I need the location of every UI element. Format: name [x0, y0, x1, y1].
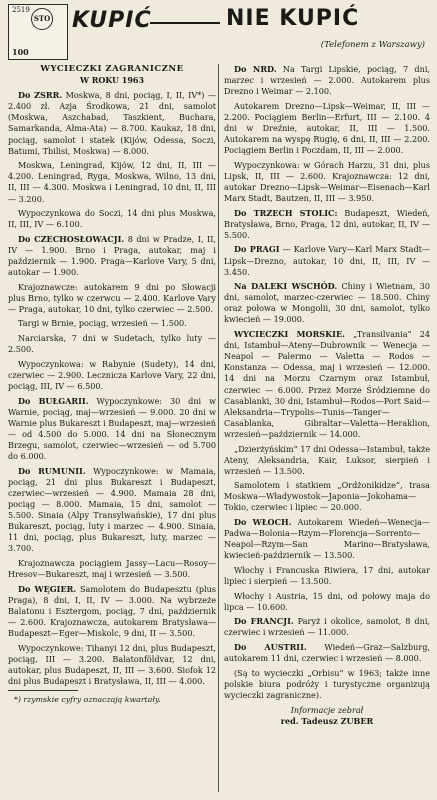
article-subtitle: W ROKU 1963: [79, 75, 145, 86]
paragraph-lead: Do WŁOCH.: [234, 517, 292, 528]
paragraph-lead: Do TRZECH STOLIC:: [234, 207, 338, 218]
paragraph: [224, 668, 430, 701]
column-divider: [218, 64, 219, 792]
paragraph-text: Na Targi Lipskie, pociąg, 7 dni, marzec i wrzesień — 2.000. Autokarem plus Drezno i Weimar — 2.100.: [224, 64, 430, 97]
paragraph-text: Budapeszt, Wiedeń, Bratysława, Brno, Praga, 12 dni, autokar, II, IV — 5.500.: [224, 207, 431, 240]
paragraph-lead: Do RUMUNII.: [18, 465, 86, 476]
paragraph: [224, 517, 430, 561]
column-subtitle: (Telefonem z Warszawy): [320, 40, 425, 50]
badge-stop-sign: STO: [31, 8, 53, 30]
paragraph: [224, 616, 430, 638]
paragraph-text: „Transilvania” 24 dni, Istambuł—Ateny—Dubrownik — Wenecja — Neapol — Palermo — Valetta — Rodos — Konstanza — Odessa, maj i wrzesień — 12.000. 14 dni na Morzu Czarnym oraz Istambuł, czerwiec — 6.000. Przez Morze Śródziemne do Casablanki, 30 dni, Istambuł—Rodos—Port Said—Aleksandria—Trypolis—Tunis—Tanger—Casablanka, Gibraltar—Valetta—Heraklion, wrzesień—październik — 14.000.: [224, 329, 430, 439]
footnote-rule: [8, 690, 78, 691]
paragraph: [224, 64, 430, 97]
paragraph: [224, 244, 430, 277]
stamp-logo: [8, 4, 68, 60]
paragraph-text: Wypoczynkowa do Soczi, 14 dni plus Moskwa, II, III, IV — 6.100.: [8, 208, 216, 230]
paragraph: [8, 333, 216, 355]
paragraph: [224, 329, 430, 440]
paragraph-text: Moskwa, 8 dni, pociąg, I, II, IV*) — 2.400 zł. Azja Środkowa, 21 dni, samolot (Moskwa, Aszchabad, Taszkient, Buchara, Samarkanda, Ałma-Ata) — 8.700. Kaukaz, 18 dni, pociąg, samolot i statek (Kijów, Odessa, Soczi, Batumi, Tbilisi, Moskwa) — 8.000.: [8, 90, 216, 156]
paragraph-lead: WYCIECZKI MORSKIE.: [234, 329, 345, 340]
paragraph-text: „Dzierżyńskim” 17 dni Odessa—Istambuł, także Ateny, Aleksandria, Kair, Luksor, sierpień i wrzesień — 13.500.: [224, 443, 430, 476]
paragraph: [224, 281, 430, 325]
paragraph-text: Wiedeń—Graz—Salzburg, autokarem 11 dni, czerwiec i wrzesień — 8.000.: [224, 642, 430, 664]
paragraph: [8, 359, 216, 392]
paragraph: [224, 160, 430, 204]
paragraph-lead: Do AUSTRII.: [234, 642, 307, 652]
paragraph-text: Krajoznawcza pociągiem Jassy—Lacu—Rosoy—Hresov—Bukareszt, maj i wrzesień — 3.500.: [8, 557, 216, 579]
paragraph-text: Chiny i Wietnam, 30 dni, samolot, marzec-czerwiec — 18.500. Chiny oraz połowa w Mongolii, 30 dni, samolot, tylko kwiecień — 19.000.: [224, 281, 430, 325]
paragraph-text: Autokarem Wiedeń—Wenecja—Padwa—Bolonia—Rzym—Florencja—Sorrento—Neapol—Rzym—San Marino—Bratysława, kwiecień-październik — 13.500.: [224, 517, 431, 561]
left-column: [8, 64, 216, 705]
credit-author: red. Tadeusz ZUBER: [280, 716, 374, 727]
badge-value: 100: [12, 47, 29, 57]
paragraph: [8, 396, 216, 463]
article-title: WYCIECZKI ZAGRANICZNE: [40, 64, 184, 74]
paragraph-text: Targi w Brnie, pociąg, wrzesień — 1.500.: [18, 318, 187, 329]
paragraph: [8, 90, 216, 157]
paragraph: [8, 558, 216, 580]
paragraph-lead: Do NRD.: [234, 64, 277, 74]
paragraph: [224, 591, 430, 613]
paragraph-lead: Na DALEKI WSCHÓD.: [234, 281, 338, 292]
paragraph-lead: Do FRANCJI.: [234, 616, 294, 627]
paragraph: [8, 160, 216, 204]
paragraph: [224, 480, 430, 513]
title-dash: [150, 22, 220, 24]
paragraph: [8, 208, 216, 230]
paragraph: [8, 584, 216, 639]
badge-number: 2519: [12, 6, 30, 14]
footnote: *) rzymskie cyfry oznaczają kwartały.: [14, 695, 161, 705]
paragraph-text: Autokarem Drezno—Lipsk—Weimar, II, III — 2.200. Pociągiem Berlin—Erfurt, III — 2.100. 4 dni w Dreźnie, autokar, II, III — 1.500. Autokarem na wyspę Rugię, 6 dni, II, III — 2.200. Pociągiem Berlin i Poczdam, II, III — 2.000.: [224, 100, 430, 156]
right-column: [224, 64, 430, 727]
paragraph-text: Włochy i Francuska Riwiera, 17 dni, autokar lipiec i sierpień — 13.500.: [224, 564, 430, 587]
paragraph-text: — Karlove Vary—Karl Marx Stadt—Lipsk—Drezno, autokar, 10 dni, II, III, IV — 3.450.: [224, 244, 431, 277]
paragraph: [224, 565, 430, 587]
paragraph-lead: Do ZSRR.: [18, 90, 63, 101]
paragraph: [224, 101, 430, 156]
paragraph-lead: Do PRAGI: [234, 244, 280, 255]
column-title-kupic: KUPIĆ: [72, 8, 152, 33]
paragraph-text: Wypoczynkowe: w Mamaia, pociąg, 21 dni plus Bukareszt i Budapeszt, czerwiec—wrzesień — 4.900. Mamaia 28 dni, pociąg — 8.000. Mamaia, 15 dni, samolot — 5.500. Sinaia (Alpy Transylwańskie), 17 dni plus Bukareszt, pociąg, luty i marzec — 4.900. Sinaia, 11 dni, pociąg, plus Bukareszt, luty, marzec — 3.700.: [8, 465, 216, 554]
credit-line: Informacje zebrał: [290, 704, 364, 715]
paragraph-text: Wypoczynkowa: w Rabynie (Sudety), 14 dni, czerwiec — 2.900. Lecznicza Karlove Vary, 22 dni, pociąg, III, IV — 6.500.: [8, 358, 216, 391]
paragraph: [8, 282, 216, 315]
paragraph-text: Moskwa, Leningrad, Kijów, 12 dni, II, III — 4.200. Leningrad, Ryga, Moskwa, Wilno, 13 dni, II, III — 4.300. Moskwa i Leningrad, 10 dni, II, III — 3.200.: [8, 160, 216, 204]
paragraph-text: Wypoczynkowe: Tihanyi 12 dni, plus Budapeszt, pociąg, III — 3.200. Balatonföldvar, 12 dni, autokar, plus Budapeszt, II, III — 3.600. Siofok 12 dni plus Budapeszt i Bratysława, II, III — 4.000.: [8, 642, 216, 686]
paragraph-text: (Są to wycieczki „Orbisu” w 1963; także inne polskie biura podróży i turystyczne organizują wycieczki zagraniczne).: [224, 667, 430, 700]
left-paragraphs: [8, 90, 216, 687]
paragraph-text: Włochy i Austria, 15 dni, od połowy maja do lipca — 10.600.: [224, 590, 430, 612]
paragraph-lead: Do CZECHOSŁOWACJI.: [18, 233, 125, 244]
paragraph-text: Wypoczynkowa: w Górach Harzu, 31 dni, plus Lipsk, II, III — 2.600. Krajoznawcza: 12 dni, autokar Drezno—Lipsk—Weimar—Eisenach—Karl Marx Stadt, Bautzen, II, III — 3.950.: [224, 159, 430, 204]
paragraph-text: Samolotem do Budapesztu (plus Praga), 8 dni, I, II, IV — 3.000. Na wybrzeże Balatonu i Esztergom, pociąg, 7 dni, październik — 2.600. Krajoznawcza, autokarem Bratysława—Budapeszt—Eger—Miskolc, 9 dni, II — 3.500.: [8, 583, 216, 638]
paragraph: [8, 643, 216, 687]
paragraph-text: 8 dni w Pradze, I, II, IV — 1.900. Brno i Praga, autokar, maj i październik — 1.900. Praga—Karlove Vary, 5 dni, autokar — 1.900.: [8, 233, 216, 278]
paragraph-lead: Do WĘGIER.: [18, 583, 77, 594]
paragraph: [8, 466, 216, 555]
paragraph-text: Wypoczynkowe: 30 dni w Warnie, pociąg, maj—wrzesień — 9.000. 20 dni w Warnie plus Bukareszt i Budapeszt, maj—wrzesień — od 4.500 do 5.000. 14 dni na Słonecznym Brzegu, samolot, czerwiec—wrzesień — od 5.700 do 6.000.: [8, 395, 216, 461]
right-paragraphs: [224, 64, 430, 701]
paragraph-text: Samolotem i statkiem „Ordżonikidze”, trasa Moskwa—Władywostok—Japonia—Jokohama—Tokio, czerwiec i lipiec — 20.000.: [224, 480, 430, 513]
paragraph-text: Krajoznawcze: autokarem 9 dni po Słowacji plus Brno, tylko w czerwcu — 2.400. Karlove Vary — Praga, autokar, 10 dni, tylko czerwiec — 2.500.: [8, 281, 216, 314]
paragraph: [224, 208, 430, 241]
column-title-nie-kupic: NIE KUPIĆ: [226, 6, 360, 31]
paragraph-lead: Do BUŁGARII.: [18, 395, 89, 406]
paragraph-text: Paryż i okolice, samolot, 8 dni, czerwiec i wrzesień — 11.000.: [224, 616, 430, 638]
paragraph-text: Narciarska, 7 dni w Sudetach, tylko luty — 2.500.: [8, 333, 216, 355]
paragraph: [8, 234, 216, 278]
paragraph: [8, 318, 216, 329]
paragraph: [224, 444, 430, 477]
paragraph: [224, 642, 430, 664]
